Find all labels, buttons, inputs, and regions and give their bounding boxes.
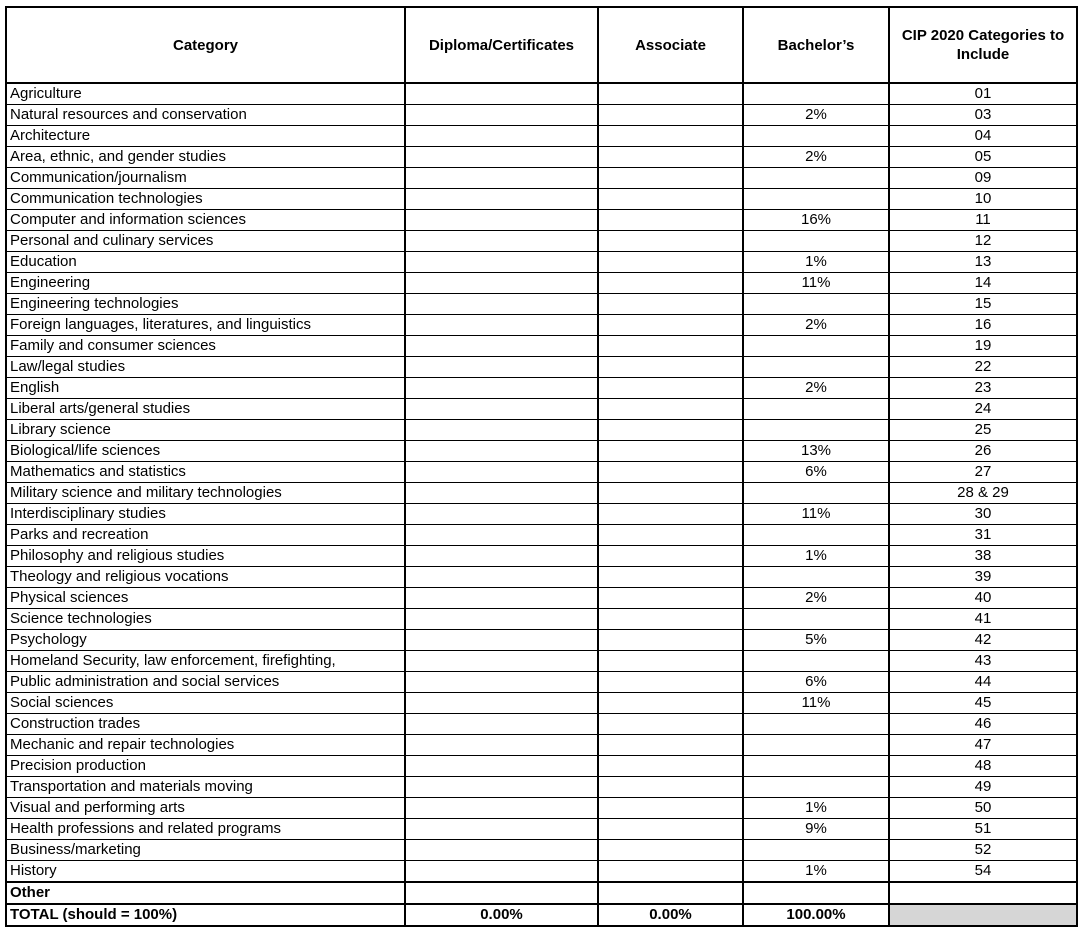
associate-cell[interactable] [598, 672, 743, 693]
diploma-cell[interactable] [405, 105, 598, 126]
diploma-cell[interactable] [405, 294, 598, 315]
bachelors-cell[interactable]: 2% [743, 588, 889, 609]
associate-cell[interactable] [598, 147, 743, 168]
category-cell[interactable]: Business/marketing [6, 840, 405, 861]
diploma-cell[interactable] [405, 861, 598, 883]
diploma-cell[interactable] [405, 378, 598, 399]
associate-cell[interactable] [598, 819, 743, 840]
bachelors-cell[interactable]: 6% [743, 672, 889, 693]
category-cell[interactable]: Mechanic and repair technologies [6, 735, 405, 756]
cip-code-cell[interactable]: 22 [889, 357, 1077, 378]
bachelors-cell[interactable]: 1% [743, 546, 889, 567]
associate-cell[interactable] [598, 210, 743, 231]
associate-cell[interactable] [598, 105, 743, 126]
table-row [6, 609, 1077, 630]
diploma-cell[interactable] [405, 231, 598, 252]
table-row [6, 735, 1077, 756]
associate-cell[interactable] [598, 798, 743, 819]
diploma-cell[interactable] [405, 588, 598, 609]
table-row [6, 483, 1077, 504]
category-cell[interactable]: Transportation and materials moving [6, 777, 405, 798]
bachelors-cell[interactable]: 5% [743, 630, 889, 651]
table-row [6, 294, 1077, 315]
bachelors-cell[interactable]: 2% [743, 147, 889, 168]
cip-code-cell[interactable]: 16 [889, 315, 1077, 336]
associate-cell[interactable] [598, 546, 743, 567]
diploma-cell[interactable] [405, 735, 598, 756]
header-bachelors: Bachelor’s [743, 7, 889, 83]
diploma-cell[interactable] [405, 504, 598, 525]
cip-code-cell[interactable]: 38 [889, 546, 1077, 567]
category-cell[interactable]: Visual and performing arts [6, 798, 405, 819]
category-cell[interactable]: Health professions and related programs [6, 819, 405, 840]
table-row [6, 168, 1077, 189]
bachelors-cell[interactable] [743, 357, 889, 378]
table-row [6, 420, 1077, 441]
associate-cell[interactable] [598, 693, 743, 714]
cip-code-cell[interactable]: 39 [889, 567, 1077, 588]
table-row [6, 567, 1077, 588]
associate-cell[interactable] [598, 567, 743, 588]
category-cell[interactable]: Construction trades [6, 714, 405, 735]
table-row [6, 630, 1077, 651]
category-cell[interactable]: Agriculture [6, 83, 405, 105]
table-row [6, 525, 1077, 546]
cip-code-cell[interactable]: 24 [889, 399, 1077, 420]
category-cell[interactable]: Mathematics and statistics [6, 462, 405, 483]
table-row [6, 231, 1077, 252]
diploma-cell[interactable] [405, 189, 598, 210]
associate-cell[interactable] [598, 378, 743, 399]
table-row [6, 462, 1077, 483]
bachelors-cell[interactable] [743, 567, 889, 588]
diploma-cell[interactable] [405, 714, 598, 735]
cip-code-cell[interactable]: 49 [889, 777, 1077, 798]
category-cell[interactable]: Interdisciplinary studies [6, 504, 405, 525]
bachelors-cell[interactable] [743, 840, 889, 861]
table-row [6, 378, 1077, 399]
header-category: Category [6, 7, 405, 83]
diploma-cell[interactable] [405, 399, 598, 420]
table-row [6, 315, 1077, 336]
bachelors-cell[interactable]: 11% [743, 273, 889, 294]
other-associate-cell[interactable] [598, 882, 743, 904]
category-cell[interactable]: Natural resources and conservation [6, 105, 405, 126]
category-cell[interactable]: Communication technologies [6, 189, 405, 210]
cip-code-cell[interactable]: 27 [889, 462, 1077, 483]
table-row [6, 252, 1077, 273]
category-cell[interactable]: Personal and culinary services [6, 231, 405, 252]
category-cell[interactable]: Physical sciences [6, 588, 405, 609]
spreadsheet-container [5, 6, 1078, 927]
category-cell[interactable]: Homeland Security, law enforcement, firefighting, [6, 651, 405, 672]
cip-code-cell[interactable]: 52 [889, 840, 1077, 861]
bachelors-cell[interactable]: 1% [743, 861, 889, 883]
other-diploma-cell[interactable] [405, 882, 598, 904]
bachelors-cell[interactable] [743, 168, 889, 189]
diploma-cell[interactable] [405, 609, 598, 630]
bachelors-cell[interactable] [743, 714, 889, 735]
bachelors-cell[interactable] [743, 483, 889, 504]
diploma-cell[interactable] [405, 315, 598, 336]
diploma-cell[interactable] [405, 777, 598, 798]
associate-cell[interactable] [598, 399, 743, 420]
table-row [6, 441, 1077, 462]
table-row [6, 819, 1077, 840]
associate-cell[interactable] [598, 861, 743, 883]
table-row [6, 336, 1077, 357]
category-cell[interactable]: Philosophy and religious studies [6, 546, 405, 567]
associate-cell[interactable] [598, 840, 743, 861]
table-row [6, 504, 1077, 525]
associate-cell[interactable] [598, 126, 743, 147]
associate-cell[interactable] [598, 756, 743, 777]
cip-code-cell[interactable]: 40 [889, 588, 1077, 609]
bachelors-cell[interactable]: 16% [743, 210, 889, 231]
cip-code-cell[interactable]: 23 [889, 378, 1077, 399]
table-row [6, 210, 1077, 231]
bachelors-cell[interactable] [743, 294, 889, 315]
cip-code-cell[interactable]: 04 [889, 126, 1077, 147]
table-body [6, 83, 1077, 882]
table-row [6, 672, 1077, 693]
cip-code-cell[interactable]: 11 [889, 210, 1077, 231]
cip-code-cell[interactable]: 51 [889, 819, 1077, 840]
bachelors-cell[interactable]: 2% [743, 315, 889, 336]
cip-code-cell[interactable]: 26 [889, 441, 1077, 462]
cip-code-cell[interactable]: 19 [889, 336, 1077, 357]
diploma-cell[interactable] [405, 336, 598, 357]
cip-code-cell[interactable]: 09 [889, 168, 1077, 189]
bachelors-cell[interactable]: 2% [743, 378, 889, 399]
cip-code-cell[interactable]: 31 [889, 525, 1077, 546]
header-diploma: Diploma/Certificates [405, 7, 598, 83]
cip-code-cell[interactable]: 05 [889, 147, 1077, 168]
category-cell[interactable]: Law/legal studies [6, 357, 405, 378]
cip-code-cell[interactable]: 28 & 29 [889, 483, 1077, 504]
cip-code-cell[interactable]: 30 [889, 504, 1077, 525]
header-cip: CIP 2020 Categories to Include [889, 7, 1077, 83]
diploma-cell[interactable] [405, 630, 598, 651]
cip-code-cell[interactable]: 48 [889, 756, 1077, 777]
category-cell[interactable]: Foreign languages, literatures, and linguistics [6, 315, 405, 336]
bachelors-cell[interactable] [743, 399, 889, 420]
bachelors-cell[interactable]: 6% [743, 462, 889, 483]
associate-cell[interactable] [598, 357, 743, 378]
diploma-cell[interactable] [405, 357, 598, 378]
category-cell[interactable]: Engineering [6, 273, 405, 294]
table-row [6, 83, 1077, 105]
bachelors-cell[interactable] [743, 126, 889, 147]
total-label-cell[interactable]: TOTAL (should = 100%) [6, 904, 405, 926]
associate-cell[interactable] [598, 462, 743, 483]
table-row [6, 126, 1077, 147]
table-row [6, 651, 1077, 672]
total-diploma-cell[interactable]: 0.00% [405, 904, 598, 926]
other-row [6, 882, 1077, 904]
category-cell[interactable]: Social sciences [6, 693, 405, 714]
other-bachelors-cell[interactable] [743, 882, 889, 904]
diploma-cell[interactable] [405, 819, 598, 840]
associate-cell[interactable] [598, 651, 743, 672]
table-row [6, 861, 1077, 883]
bachelors-cell[interactable] [743, 651, 889, 672]
bachelors-cell[interactable]: 11% [743, 693, 889, 714]
bachelors-cell[interactable] [743, 525, 889, 546]
associate-cell[interactable] [598, 735, 743, 756]
cip-code-cell[interactable]: 25 [889, 420, 1077, 441]
associate-cell[interactable] [598, 525, 743, 546]
table-row [6, 714, 1077, 735]
cip-code-cell[interactable]: 13 [889, 252, 1077, 273]
table-row [6, 756, 1077, 777]
bachelors-cell[interactable] [743, 83, 889, 105]
category-cell[interactable]: Architecture [6, 126, 405, 147]
bachelors-cell[interactable]: 11% [743, 504, 889, 525]
table-row [6, 693, 1077, 714]
table-row [6, 273, 1077, 294]
bachelors-cell[interactable] [743, 609, 889, 630]
associate-cell[interactable] [598, 441, 743, 462]
cip-code-cell[interactable]: 44 [889, 672, 1077, 693]
cip-code-cell[interactable]: 50 [889, 798, 1077, 819]
diploma-cell[interactable] [405, 441, 598, 462]
bachelors-cell[interactable]: 1% [743, 252, 889, 273]
header-associate: Associate [598, 7, 743, 83]
total-row [6, 904, 1077, 926]
bachelors-cell[interactable] [743, 735, 889, 756]
cip-code-cell[interactable]: 43 [889, 651, 1077, 672]
bachelors-cell[interactable]: 2% [743, 105, 889, 126]
diploma-cell[interactable] [405, 168, 598, 189]
diploma-cell[interactable] [405, 840, 598, 861]
bachelors-cell[interactable]: 1% [743, 798, 889, 819]
cip-code-cell[interactable]: 46 [889, 714, 1077, 735]
category-cell[interactable]: Education [6, 252, 405, 273]
associate-cell[interactable] [598, 231, 743, 252]
other-cip-cell[interactable] [889, 882, 1077, 904]
total-bachelors-cell[interactable]: 100.00% [743, 904, 889, 926]
diploma-cell[interactable] [405, 756, 598, 777]
diploma-cell[interactable] [405, 672, 598, 693]
associate-cell[interactable] [598, 777, 743, 798]
cip-code-cell[interactable]: 12 [889, 231, 1077, 252]
cip-code-cell[interactable]: 14 [889, 273, 1077, 294]
diploma-cell[interactable] [405, 420, 598, 441]
associate-cell[interactable] [598, 609, 743, 630]
category-cell[interactable]: Military science and military technologies [6, 483, 405, 504]
cip-code-cell[interactable]: 10 [889, 189, 1077, 210]
cip-code-cell[interactable]: 01 [889, 83, 1077, 105]
associate-cell[interactable] [598, 294, 743, 315]
table-row [6, 777, 1077, 798]
total-cip-cell[interactable] [889, 904, 1077, 926]
associate-cell[interactable] [598, 588, 743, 609]
total-associate-cell[interactable]: 0.00% [598, 904, 743, 926]
category-cell[interactable]: Family and consumer sciences [6, 336, 405, 357]
category-cell[interactable]: Engineering technologies [6, 294, 405, 315]
associate-cell[interactable] [598, 83, 743, 105]
category-cell[interactable]: Theology and religious vocations [6, 567, 405, 588]
category-cell[interactable]: Parks and recreation [6, 525, 405, 546]
degree-distribution-table [5, 6, 1078, 927]
category-cell[interactable]: Communication/journalism [6, 168, 405, 189]
diploma-cell[interactable] [405, 567, 598, 588]
category-cell[interactable]: Public administration and social services [6, 672, 405, 693]
associate-cell[interactable] [598, 252, 743, 273]
category-cell[interactable]: Liberal arts/general studies [6, 399, 405, 420]
bachelors-cell[interactable] [743, 189, 889, 210]
bachelors-cell[interactable] [743, 777, 889, 798]
category-cell[interactable]: Science technologies [6, 609, 405, 630]
associate-cell[interactable] [598, 714, 743, 735]
diploma-cell[interactable] [405, 693, 598, 714]
table-row [6, 840, 1077, 861]
cip-code-cell[interactable]: 54 [889, 861, 1077, 883]
bachelors-cell[interactable] [743, 336, 889, 357]
associate-cell[interactable] [598, 168, 743, 189]
category-cell[interactable]: Library science [6, 420, 405, 441]
diploma-cell[interactable] [405, 83, 598, 105]
bachelors-cell[interactable] [743, 420, 889, 441]
diploma-cell[interactable] [405, 483, 598, 504]
diploma-cell[interactable] [405, 462, 598, 483]
table-row [6, 546, 1077, 567]
table-row [6, 798, 1077, 819]
category-cell[interactable]: Psychology [6, 630, 405, 651]
associate-cell[interactable] [598, 336, 743, 357]
diploma-cell[interactable] [405, 798, 598, 819]
associate-cell[interactable] [598, 189, 743, 210]
associate-cell[interactable] [598, 504, 743, 525]
table-row [6, 105, 1077, 126]
associate-cell[interactable] [598, 630, 743, 651]
table-row [6, 399, 1077, 420]
bachelors-cell[interactable] [743, 231, 889, 252]
diploma-cell[interactable] [405, 546, 598, 567]
table-row [6, 147, 1077, 168]
table-row [6, 357, 1077, 378]
associate-cell[interactable] [598, 315, 743, 336]
category-cell[interactable]: Computer and information sciences [6, 210, 405, 231]
diploma-cell[interactable] [405, 147, 598, 168]
associate-cell[interactable] [598, 420, 743, 441]
category-cell[interactable]: Precision production [6, 756, 405, 777]
associate-cell[interactable] [598, 483, 743, 504]
bachelors-cell[interactable]: 9% [743, 819, 889, 840]
cip-code-cell[interactable]: 42 [889, 630, 1077, 651]
bachelors-cell[interactable] [743, 756, 889, 777]
other-category-cell[interactable]: Other [6, 882, 405, 904]
cip-code-cell[interactable]: 41 [889, 609, 1077, 630]
associate-cell[interactable] [598, 273, 743, 294]
category-cell[interactable]: Biological/life sciences [6, 441, 405, 462]
diploma-cell[interactable] [405, 651, 598, 672]
category-cell[interactable]: Area, ethnic, and gender studies [6, 147, 405, 168]
cip-code-cell[interactable]: 45 [889, 693, 1077, 714]
diploma-cell[interactable] [405, 273, 598, 294]
table-row [6, 588, 1077, 609]
diploma-cell[interactable] [405, 210, 598, 231]
cip-code-cell[interactable]: 03 [889, 105, 1077, 126]
category-cell[interactable]: English [6, 378, 405, 399]
diploma-cell[interactable] [405, 126, 598, 147]
header-row [6, 7, 1077, 83]
bachelors-cell[interactable]: 13% [743, 441, 889, 462]
diploma-cell[interactable] [405, 525, 598, 546]
cip-code-cell[interactable]: 15 [889, 294, 1077, 315]
diploma-cell[interactable] [405, 252, 598, 273]
table-row [6, 189, 1077, 210]
cip-code-cell[interactable]: 47 [889, 735, 1077, 756]
category-cell[interactable]: History [6, 861, 405, 883]
